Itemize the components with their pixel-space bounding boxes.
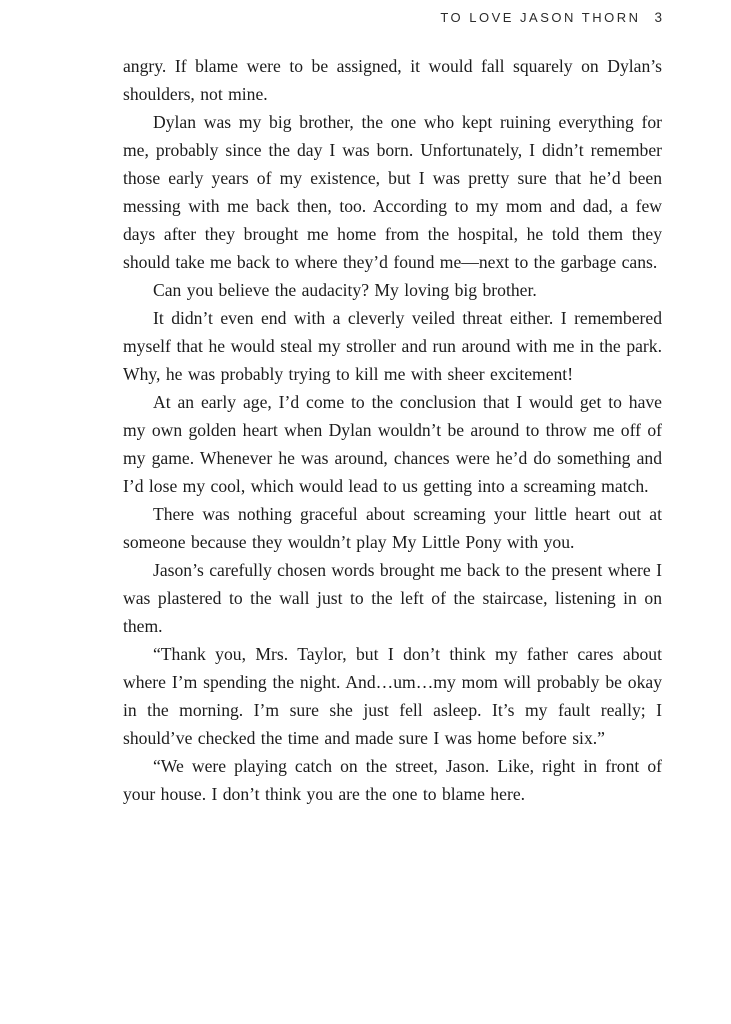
paragraph: angry. If blame were to be assigned, it would fall squarely on Dylan’s shoulders, not mine. bbox=[123, 56, 662, 104]
page-body bbox=[123, 52, 662, 808]
running-title: TO LOVE JASON THORN bbox=[440, 10, 641, 25]
running-header bbox=[440, 10, 662, 25]
paragraph: It didn’t even end with a cleverly veiled threat either. I remembered myself that he would steal my stroller and run around with me in the park. Why, he was probably trying to kill me with sheer excitement! bbox=[123, 308, 662, 384]
paragraph: “We were playing catch on the street, Jason. Like, right in front of your house. I don’t think you are the one to blame here. bbox=[123, 756, 662, 804]
paragraph: “Thank you, Mrs. Taylor, but I don’t think my father cares about where I’m spending the night. And…um…my mom will probably be okay in the morning. I’m sure she just fell asleep. It’s my fault really; I should’ve checked the time and made sure I was home before six.” bbox=[123, 644, 662, 748]
page-number: 3 bbox=[654, 10, 662, 25]
paragraph: There was nothing graceful about screaming your little heart out at someone because they wouldn’t play My Little Pony with you. bbox=[123, 504, 662, 552]
paragraph: At an early age, I’d come to the conclusion that I would get to have my own golden heart when Dylan wouldn’t be around to throw me off of my game. Whenever he was around, chances were he’d do something and I’d lose my cool, which would lead to us getting into a screaming match. bbox=[123, 392, 662, 496]
paragraph: Can you believe the audacity? My loving big brother. bbox=[153, 280, 537, 300]
paragraph: Jason’s carefully chosen words brought me back to the present where I was plastered to the wall just to the left of the staircase, listening in on them. bbox=[123, 560, 662, 636]
paragraph: Dylan was my big brother, the one who kept ruining everything for me, probably since the day I was born. Unfortunately, I didn’t remember those early years of my existence, but I was pretty sure that he’d been messing with me back then, too. According to my mom and dad, a few days after they brought me home from the hospital, he told them they should take me back to where they’d found me—next to the garbage cans. bbox=[123, 112, 662, 272]
